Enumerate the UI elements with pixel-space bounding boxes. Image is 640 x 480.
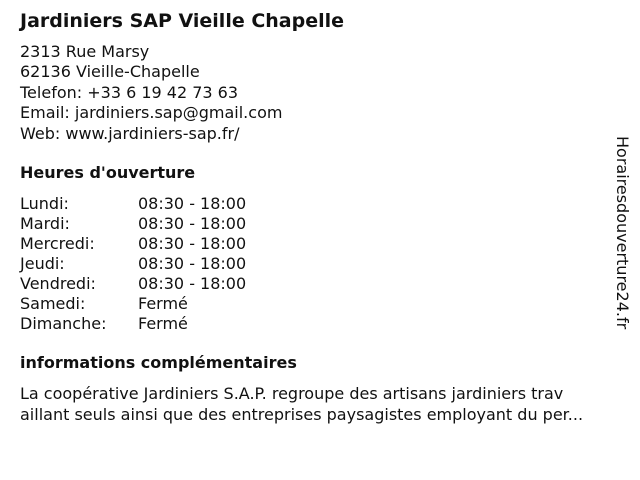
day-label: Jeudi: bbox=[20, 254, 65, 273]
hours-value: 08:30 - 18:00 bbox=[138, 254, 247, 273]
hours-value: 08:30 - 18:00 bbox=[138, 234, 247, 253]
additional-info-heading: informations complémentaires bbox=[20, 353, 297, 372]
day-label: Mercredi: bbox=[20, 234, 95, 253]
hours-value: Fermé bbox=[138, 314, 188, 333]
address-city: 62136 Vieille-Chapelle bbox=[20, 62, 200, 82]
hours-value: 08:30 - 18:00 bbox=[138, 214, 247, 233]
hours-value: 08:30 - 18:00 bbox=[138, 194, 247, 213]
day-label: Lundi: bbox=[20, 194, 69, 213]
description-line: aillant seuls ainsi que des entreprises paysagistes employant du per... bbox=[20, 404, 584, 424]
website-link[interactable]: Web: www.jardiniers-sap.fr/ bbox=[20, 123, 240, 143]
opening-hours-heading: Heures d'ouverture bbox=[20, 163, 196, 182]
business-name: Jardiniers SAP Vieille Chapelle bbox=[20, 10, 345, 32]
day-label: Dimanche: bbox=[20, 314, 107, 333]
contact-block bbox=[20, 42, 282, 144]
business-description bbox=[20, 384, 632, 425]
day-label: Samedi: bbox=[20, 294, 86, 313]
email-address[interactable]: Email: jardiniers.sap@gmail.com bbox=[20, 103, 283, 123]
phone-number[interactable]: Telefon: +33 6 19 42 73 63 bbox=[20, 82, 239, 102]
hours-value: Fermé bbox=[138, 294, 188, 313]
day-label: Mardi: bbox=[20, 214, 70, 233]
description-line: La coopérative Jardiniers S.A.P. regroupe des artisans jardiniers trav bbox=[20, 384, 564, 403]
address-street: 2313 Rue Marsy bbox=[20, 42, 150, 61]
day-label: Vendredi: bbox=[20, 274, 96, 293]
hours-value: 08:30 - 18:00 bbox=[138, 274, 247, 293]
site-watermark: Horairesdouverture24.fr bbox=[613, 136, 632, 330]
